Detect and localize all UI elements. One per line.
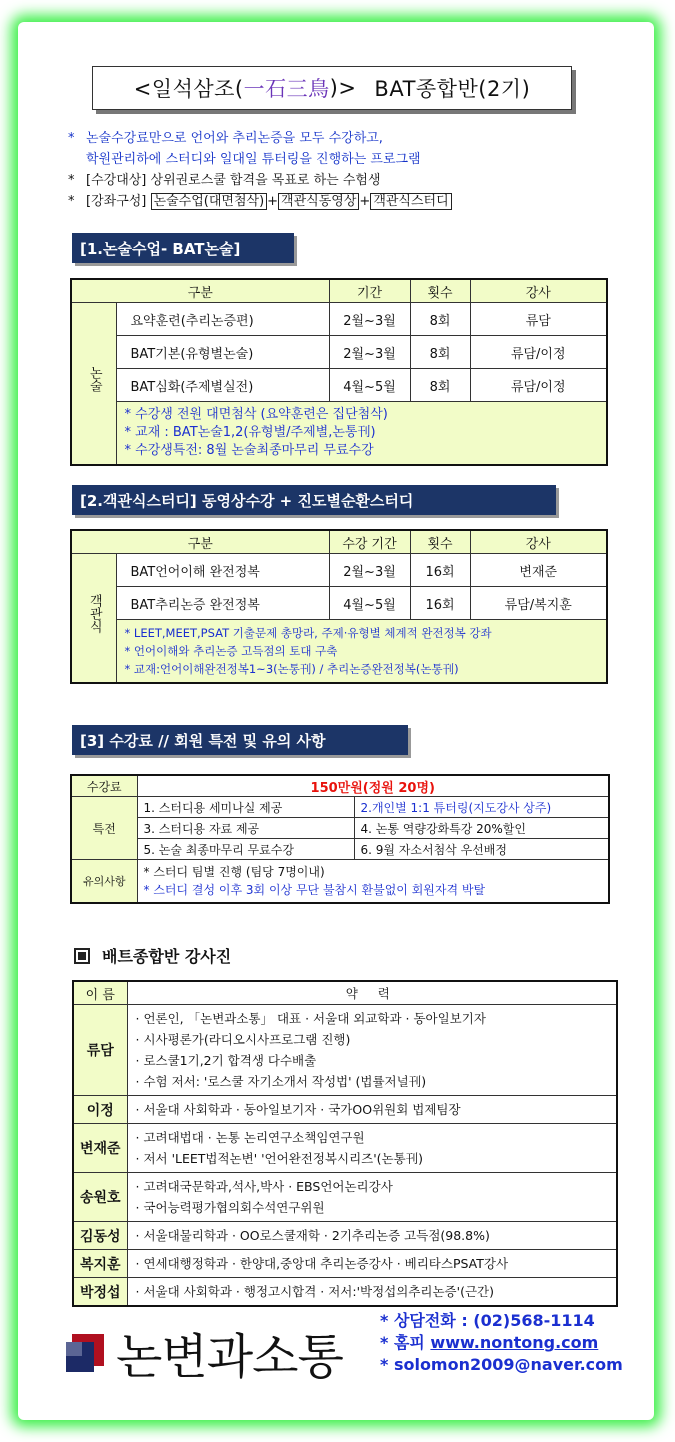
staff-name: 류담 <box>73 1005 127 1096</box>
intro: * 논술수강료만으로 언어와 추리논증을 모두 수강하고, 학원관리하에 스터디와 일대일 튜터링을 진행하는 프로그램 * [수강대상] 상위권로스쿨 합격을 목표로 하는 수험생 * [강좌구성] 논술수업(대면첨삭) + 객관식동영상 + 객관식스터디 <box>68 128 628 212</box>
staff-bio <box>127 1173 617 1222</box>
bio-line: · 저서 'LEET법적논변' '언어완전정복시리즈'(논통刊) <box>135 1151 424 1166</box>
course-period: 4월~5월 <box>329 587 410 620</box>
note-line: * 교재 : BAT논술1,2(유형별/주제별,논통刊) <box>124 425 376 440</box>
course-period: 4월~5월 <box>329 369 410 402</box>
fee-label: 수강료 <box>71 775 137 797</box>
title-prefix: <일석삼조( <box>133 77 244 101</box>
staff-name: 이정 <box>73 1096 127 1124</box>
page-title <box>92 66 572 110</box>
bio-line: · 수험 저서: '로스쿨 자기소개서 작성법' (법률저널刊) <box>135 1074 427 1089</box>
plus-sign: + <box>359 194 371 209</box>
staff-heading <box>74 944 231 967</box>
caution-line: * 스터디 결성 이후 3회 이상 무단 불참시 환불없이 회원자격 박탈 <box>143 883 486 897</box>
note-line: * 교재:언어이해완전정복1~3(논통刊) / 추리논증완전정복(논통刊) <box>124 662 459 676</box>
intro-target: [수강대상] 상위권로스쿨 합격을 목표로 하는 수험생 <box>86 173 381 188</box>
bio-line: · 로스쿨1기,2기 합격생 다수배출 <box>135 1053 317 1068</box>
bio-line: · 고려대국문학과,석사,박사 · EBS언어논리강사 <box>135 1179 393 1194</box>
course-count: 8회 <box>410 336 470 369</box>
bio-line: · 서울대 사회학과 · 행정고시합격 · 저서:'박정섭의추리논증'(근간) <box>135 1284 494 1299</box>
note-line: * 언어이해와 추리논증 고득점의 토대 구축 <box>124 644 338 658</box>
composition-item: 논술수업(대면첨삭) <box>151 193 268 210</box>
bio-line: · 시사평론가(라디오시사프로그램 진행) <box>135 1032 351 1047</box>
homepage-label: * 홈피 <box>380 1333 431 1352</box>
caution-label: 유의사항 <box>71 860 137 904</box>
note-line: * LEET,MEET,PSAT 기출문제 총망라, 주제·유형별 체계적 완전정복 강좌 <box>124 626 492 640</box>
benefit-item: 6. 9월 자소서첨삭 우선배정 <box>354 839 609 860</box>
footer-logo <box>62 1318 343 1387</box>
plus-sign: + <box>267 194 279 209</box>
course-period: 2월~3월 <box>329 303 410 336</box>
header-period: 기간 <box>329 279 410 303</box>
staff-bio <box>127 1222 617 1250</box>
bio-line: · 서울대 사회학과 · 동아일보기자 · 국가OO위원회 법제팀장 <box>135 1102 461 1117</box>
course-teacher: 변재준 <box>470 554 607 587</box>
course-period: 2월~3월 <box>329 554 410 587</box>
side-label: 논술 <box>71 303 116 466</box>
caution-line: * 스터디 팀별 진행 (팀당 7명이내) <box>143 865 325 879</box>
staff-bio <box>127 1250 617 1278</box>
section1-heading: [1.논술수업- BAT논술] <box>72 233 294 263</box>
bio-line: · 고려대법대 · 논통 논리연구소책임연구원 <box>135 1130 365 1145</box>
homepage-link[interactable]: www.nontong.com <box>430 1333 599 1352</box>
fee-table <box>70 774 610 904</box>
header-category: 구분 <box>71 279 329 303</box>
header-count: 횟수 <box>410 279 470 303</box>
square-bullet-icon <box>74 948 90 964</box>
benefit-item: 4. 논통 역량강화특강 20%할인 <box>354 818 609 839</box>
staff-bio <box>127 1278 617 1307</box>
staff-bio <box>127 1096 617 1124</box>
title-suffix: )> <box>329 76 357 100</box>
header-teacher: 강사 <box>470 530 607 554</box>
benefit-label: 특전 <box>71 797 137 860</box>
footer-contact <box>380 1310 623 1376</box>
staff-bio <box>127 1005 617 1096</box>
intro-composition-label: [강좌구성] <box>86 194 147 209</box>
logo-text: 논변과소통 <box>116 1329 343 1385</box>
course-count: 16회 <box>410 587 470 620</box>
benefit-item: 5. 논술 최종마무리 무료수강 <box>137 839 354 860</box>
caution-cell <box>137 860 609 904</box>
section2-heading: [2.객관식스터디] 동영상수강 + 진도별순환스터디 <box>72 485 556 515</box>
col-name-header: 이 름 <box>73 981 127 1005</box>
header-period: 수강 기간 <box>329 530 410 554</box>
bio-line: · 서울대물리학과 · OO로스쿨재학 · 2기추리논증 고득점(98.8%) <box>135 1228 490 1243</box>
course-name: BAT심화(주제별실전) <box>116 369 329 402</box>
side-label: 객관식 <box>71 554 116 684</box>
header-count: 횟수 <box>410 530 470 554</box>
course-teacher: 류담/이정 <box>470 336 607 369</box>
composition-item: 객관식동영상 <box>278 193 359 210</box>
benefit-item: 2.개인별 1:1 튜터링(지도강사 상주) <box>354 797 609 818</box>
staff-name: 송원호 <box>73 1173 127 1222</box>
bio-line: · 언론인, 「논변과소통」 대표 · 서울대 외교학과 · 동아일보기자 <box>135 1011 486 1026</box>
section2-table <box>70 529 608 684</box>
staff-name: 복지훈 <box>73 1250 127 1278</box>
course-name: 요약훈련(추리논증편) <box>116 303 329 336</box>
course-count: 8회 <box>410 303 470 336</box>
benefit-item: 1. 스터디용 세미나실 제공 <box>137 797 354 818</box>
note-line: * 수강생 전원 대면첨삭 (요약훈련은 집단첨삭) <box>124 407 388 422</box>
benefit-item: 3. 스터디용 자료 제공 <box>137 818 354 839</box>
section3-heading: [3] 수강료 // 회원 특전 및 유의 사항 <box>72 725 408 755</box>
course-count: 8회 <box>410 369 470 402</box>
title-main: BAT종합반(2기) <box>374 77 531 101</box>
staff-table <box>72 980 618 1307</box>
contact-email[interactable]: * solomon2009@naver.com <box>380 1355 623 1374</box>
course-count: 16회 <box>410 554 470 587</box>
course-teacher: 류담/복지훈 <box>470 587 607 620</box>
staff-heading-text: 배트종합반 강사진 <box>102 947 232 966</box>
course-teacher: 류담/이정 <box>470 369 607 402</box>
course-name: BAT언어이해 완전정복 <box>116 554 329 587</box>
contact-phone: * 상담전화 : (02)568-1114 <box>380 1311 595 1330</box>
bio-line: · 연세대행정학과 · 한양대,중앙대 추리논증강사 · 베리타스PSAT강사 <box>135 1256 509 1271</box>
col-bio-header: 약 력 <box>127 981 617 1005</box>
section2-notes <box>116 620 607 684</box>
intro-line-1: 논술수강료만으로 언어와 추리논증을 모두 수강하고, <box>86 131 383 146</box>
header-teacher: 강사 <box>470 279 607 303</box>
bio-line: · 국어능력평가협의회수석연구위원 <box>135 1200 325 1215</box>
title-hanja: 一石三鳥 <box>243 77 330 101</box>
flyer <box>40 42 634 1402</box>
course-name: BAT기본(유형별논술) <box>116 336 329 369</box>
fee-value: 150만원(정원 20명) <box>137 775 609 797</box>
course-period: 2월~3월 <box>329 336 410 369</box>
header-category: 구분 <box>71 530 329 554</box>
composition-item: 객관식스터디 <box>370 193 451 210</box>
staff-name: 박정섭 <box>73 1278 127 1307</box>
section1-table <box>70 278 608 466</box>
note-line: * 수강생특전: 8월 논술최종마무리 무료수강 <box>124 443 374 458</box>
course-name: BAT추리논증 완전정복 <box>116 587 329 620</box>
section1-notes <box>116 402 607 466</box>
course-teacher: 류담 <box>470 303 607 336</box>
staff-name: 김동성 <box>73 1222 127 1250</box>
logo-mark-icon <box>62 1330 108 1376</box>
intro-line-2: 학원관리하에 스터디와 일대일 튜터링을 진행하는 프로그램 <box>86 152 421 167</box>
staff-name: 변재준 <box>73 1124 127 1173</box>
staff-bio <box>127 1124 617 1173</box>
